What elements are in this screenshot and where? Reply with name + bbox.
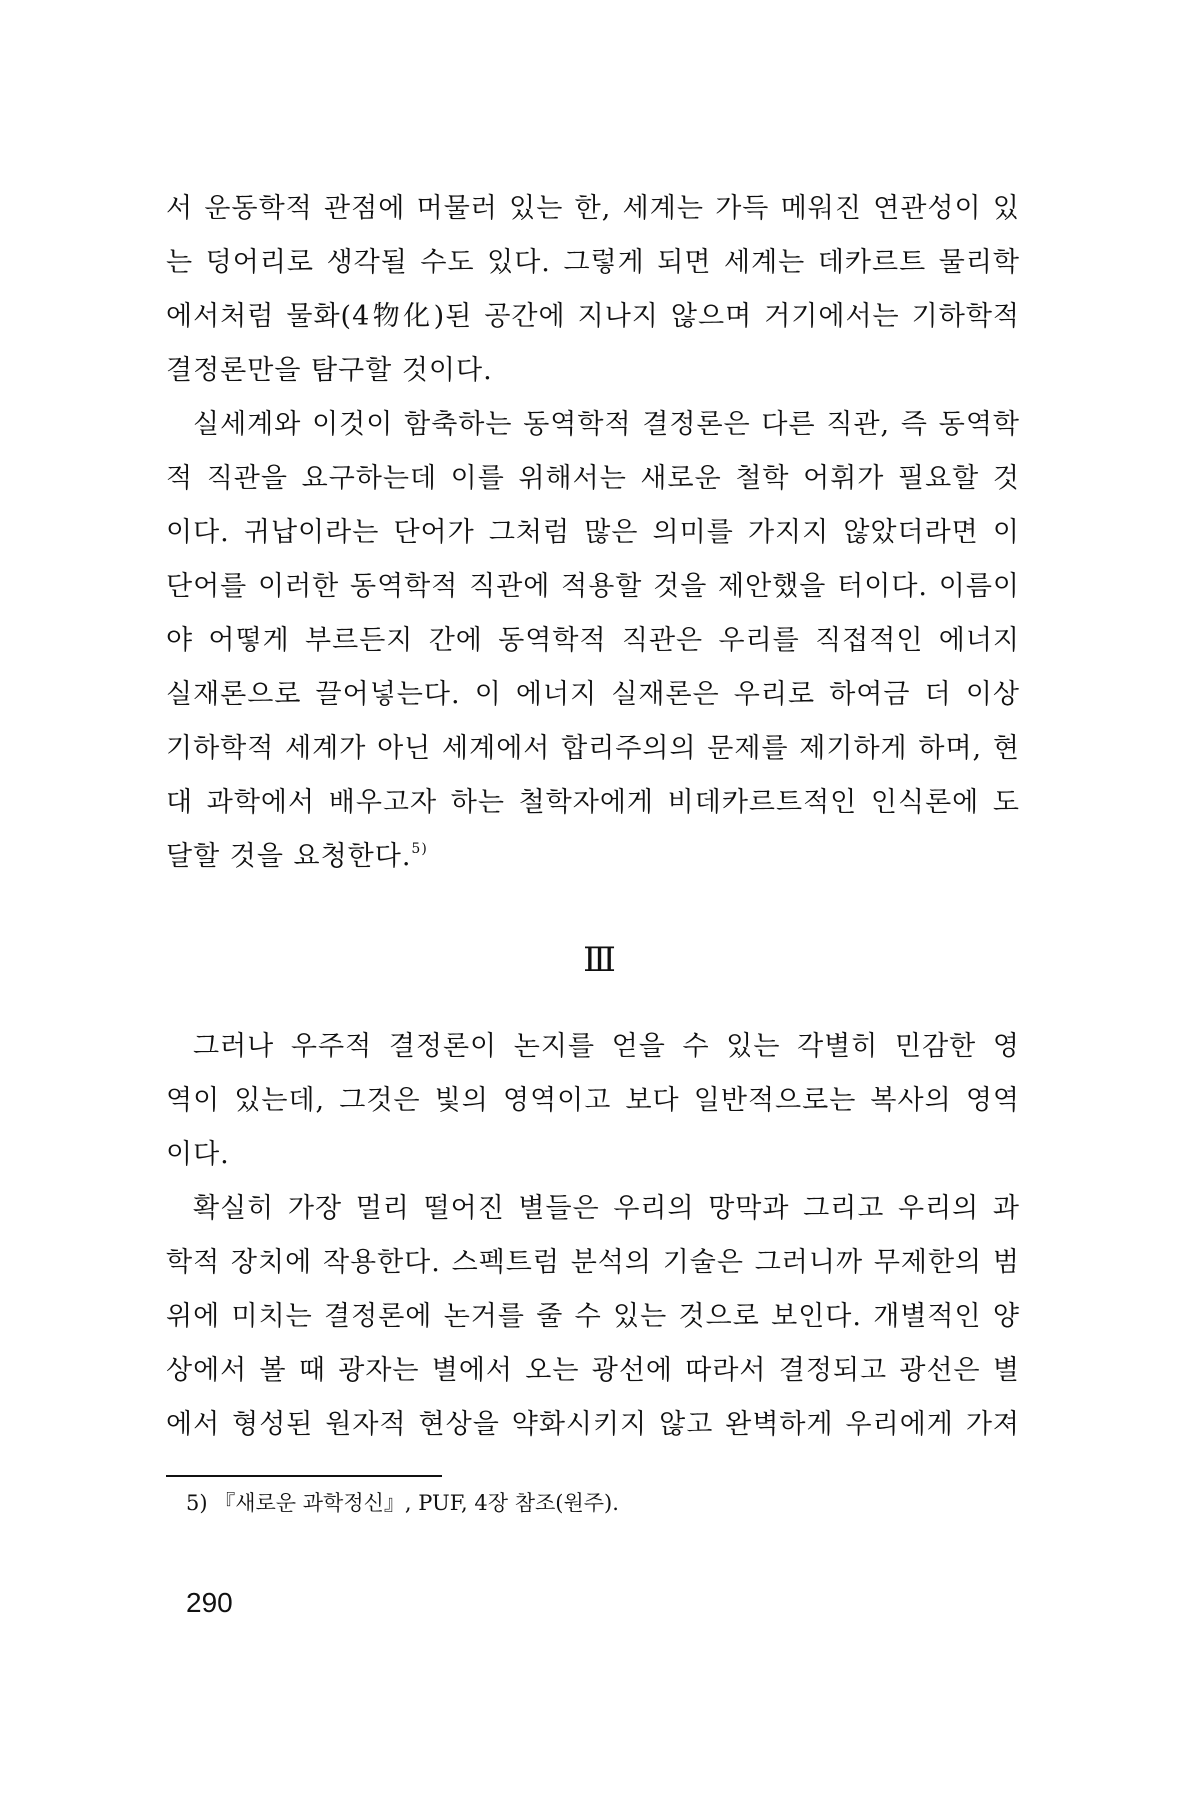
text-line: 달할 것을 요청한다. — [166, 841, 412, 872]
text-line: 역이 있는데, 그것은 빛의 영역이고 보다 일반적으로는 복사의 영역 — [166, 1085, 1020, 1116]
footnote-reference: 5) — [411, 841, 428, 857]
text-line: 위에 미치는 결정론에 논거를 줄 수 있는 것으로 보인다. 개별적인 양 — [166, 1301, 1020, 1332]
text-line: 야 어떻게 부르든지 간에 동역학적 직관은 우리를 직접적인 에너지 — [166, 625, 1020, 656]
text-line: 실재론으로 끌어넣는다. 이 에너지 실재론은 우리로 하여금 더 이상 — [166, 679, 1020, 710]
text-line: 실세계와 이것이 함축하는 동역학적 결정론은 다른 직관, 즉 동역학 — [193, 409, 1020, 440]
section-heading: Ⅲ — [583, 942, 617, 979]
text-line: 기하학적 세계가 아닌 세계에서 합리주의의 문제를 제기하게 하며, 현 — [166, 733, 1020, 764]
text-line: 는 덩어리로 생각될 수도 있다. 그렇게 되면 세계는 데카르트 물리학 — [166, 247, 1020, 278]
text-line: 상에서 볼 때 광자는 별에서 오는 광선에 따라서 결정되고 광선은 별 — [166, 1355, 1020, 1386]
text-line: 단어를 이러한 동역학적 직관에 적용할 것을 제안했을 터이다. 이름이 — [166, 571, 1020, 602]
footnote: 5) 『새로운 과학정신』, PUF, 4장 참조(원주). — [186, 1491, 619, 1515]
page-number: 290 — [186, 1587, 233, 1618]
body-text-after-section — [166, 1020, 1020, 1452]
text-line: 이다. — [166, 1139, 230, 1170]
text-line: 이다. 귀납이라는 단어가 그처럼 많은 의미를 가지지 않았더라면 이 — [166, 517, 1020, 548]
body-text-before-section — [166, 182, 1020, 884]
text-line: 서 운동학적 관점에 머물러 있는 한, 세계는 가득 메워진 연관성이 있 — [166, 193, 1020, 224]
text-line: 학적 장치에 작용한다. 스펙트럼 분석의 기술은 그러니까 무제한의 범 — [166, 1247, 1020, 1278]
text-line: 그러나 우주적 결정론이 논지를 얻을 수 있는 각별히 민감한 영 — [193, 1031, 1020, 1062]
text-line: 대 과학에서 배우고자 하는 철학자에게 비데카르트적인 인식론에 도 — [166, 787, 1020, 818]
text-line: 결정론만을 탐구할 것이다. — [166, 355, 493, 386]
text-line: 에서 형성된 원자적 현상을 약화시키지 않고 완벽하게 우리에게 가져 — [166, 1409, 1020, 1440]
text-line: 적 직관을 요구하는데 이를 위해서는 새로운 철학 어휘가 필요할 것 — [166, 463, 1020, 494]
footnote-divider — [166, 1475, 442, 1477]
text-line-with-footnote — [166, 830, 1020, 884]
text-line: 확실히 가장 멀리 떨어진 별들은 우리의 망막과 그리고 우리의 과 — [193, 1193, 1020, 1224]
text-line: 에서처럼 물화(4物化)된 공간에 지나지 않으며 거기에서는 기하학적 — [166, 301, 1020, 332]
